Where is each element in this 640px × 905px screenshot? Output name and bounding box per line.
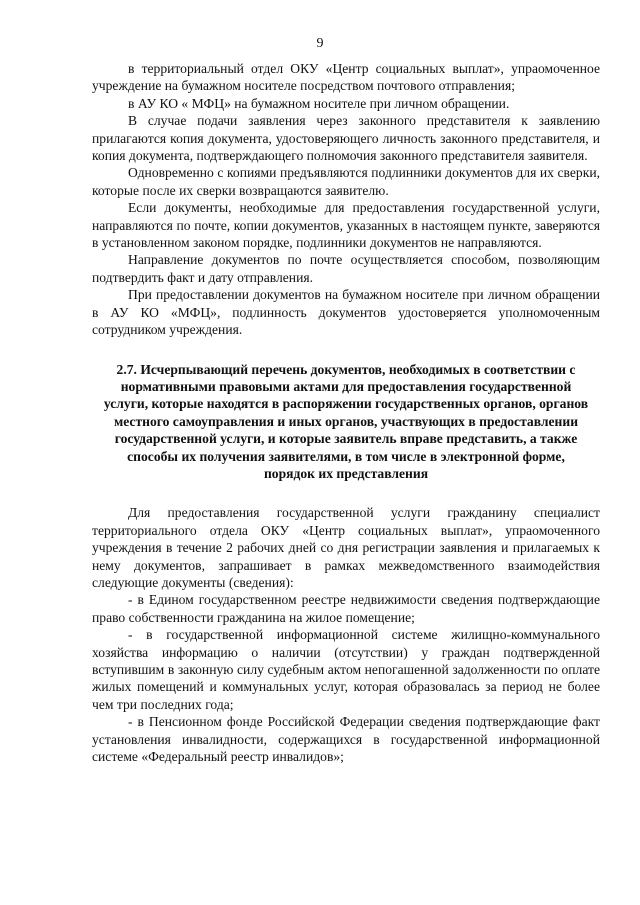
list-item: - в Пенсионном фонде Российской Федерации сведения подтверждающие факт установления инвалидности, содержащихся в государственной информационной системе «Федеральный реестр инвалидов»; — [92, 714, 600, 765]
paragraph: Для предоставления государственной услуги гражданину специалист территориального отдела ОКУ «Центр социальных выплат», упраомоченного учреждения в течение 2 рабочих дней со дня регистрации заявления и прилагаемых к нему документов, запрашивает в рамках межведомственного взаимодействия следующие документы (сведения): — [92, 505, 600, 590]
paragraph: При предоставлении документов на бумажном носителе при личном обращении в АУ КО «МФЦ», подлинность документов удостоверяется уполномоченным сотрудником учреждения. — [92, 287, 600, 338]
paragraph: Если документы, необходимые для предоставления государственной услуги, направляются по почте, копии документов, указанных в настоящем пункте, заверяются в установленном законом порядке, подлинники документов не направляются. — [92, 200, 600, 251]
paragraph: Одновременно с копиями предъявляются подлинники документов для их сверки, которые после их сверки возвращаются заявителю. — [92, 165, 600, 198]
paragraph: в АУ КО « МФЦ» на бумажном носителе при личном обращении. — [128, 95, 510, 111]
paragraph: В случае подачи заявления через законного представителя к заявлению прилагаются копия документа, удостоверяющего личность законного представителя, и копия документа, подтверждающего полномочия законного представителя заявителя. — [92, 113, 600, 164]
section-heading: 2.7. Исчерпывающий перечень документов, необходимых в соответствии с нормативными правовыми актами для предоставления государственной услуги, которые находятся в распоряжении государственных органов, органов местного самоуправления и иных органов, участвующих в предоставлении государственной услуги, и которые заявитель вправе представить, а также способы их получения заявителями, в том числе в электронной форме, порядок их представления — [103, 361, 589, 481]
list-item: - в государственной информационной системе жилищно-коммунального хозяйства информацию о наличии (отсутствии) у граждан подтвержденной вступившим в законную силу судебным актом непогашенной задолженности по оплате жилых помещений и коммунальных услуг, которая образовалась за период не более чем три последних года; — [92, 627, 600, 712]
paragraph: в территориальный отдел ОКУ «Центр социальных выплат», упраомоченное учреждение на бумажном носителе посредством почтового отправления; — [92, 61, 600, 94]
paragraph: Направление документов по почте осуществляется способом, позволяющим подтвердить факт и дату отправления. — [92, 252, 600, 285]
document-body — [92, 60, 600, 765]
list-item: - в Едином государственном реестре недвижимости сведения подтверждающие право собственности гражданина на жилое помещение; — [92, 592, 600, 625]
page-number: 9 — [316, 36, 324, 51]
